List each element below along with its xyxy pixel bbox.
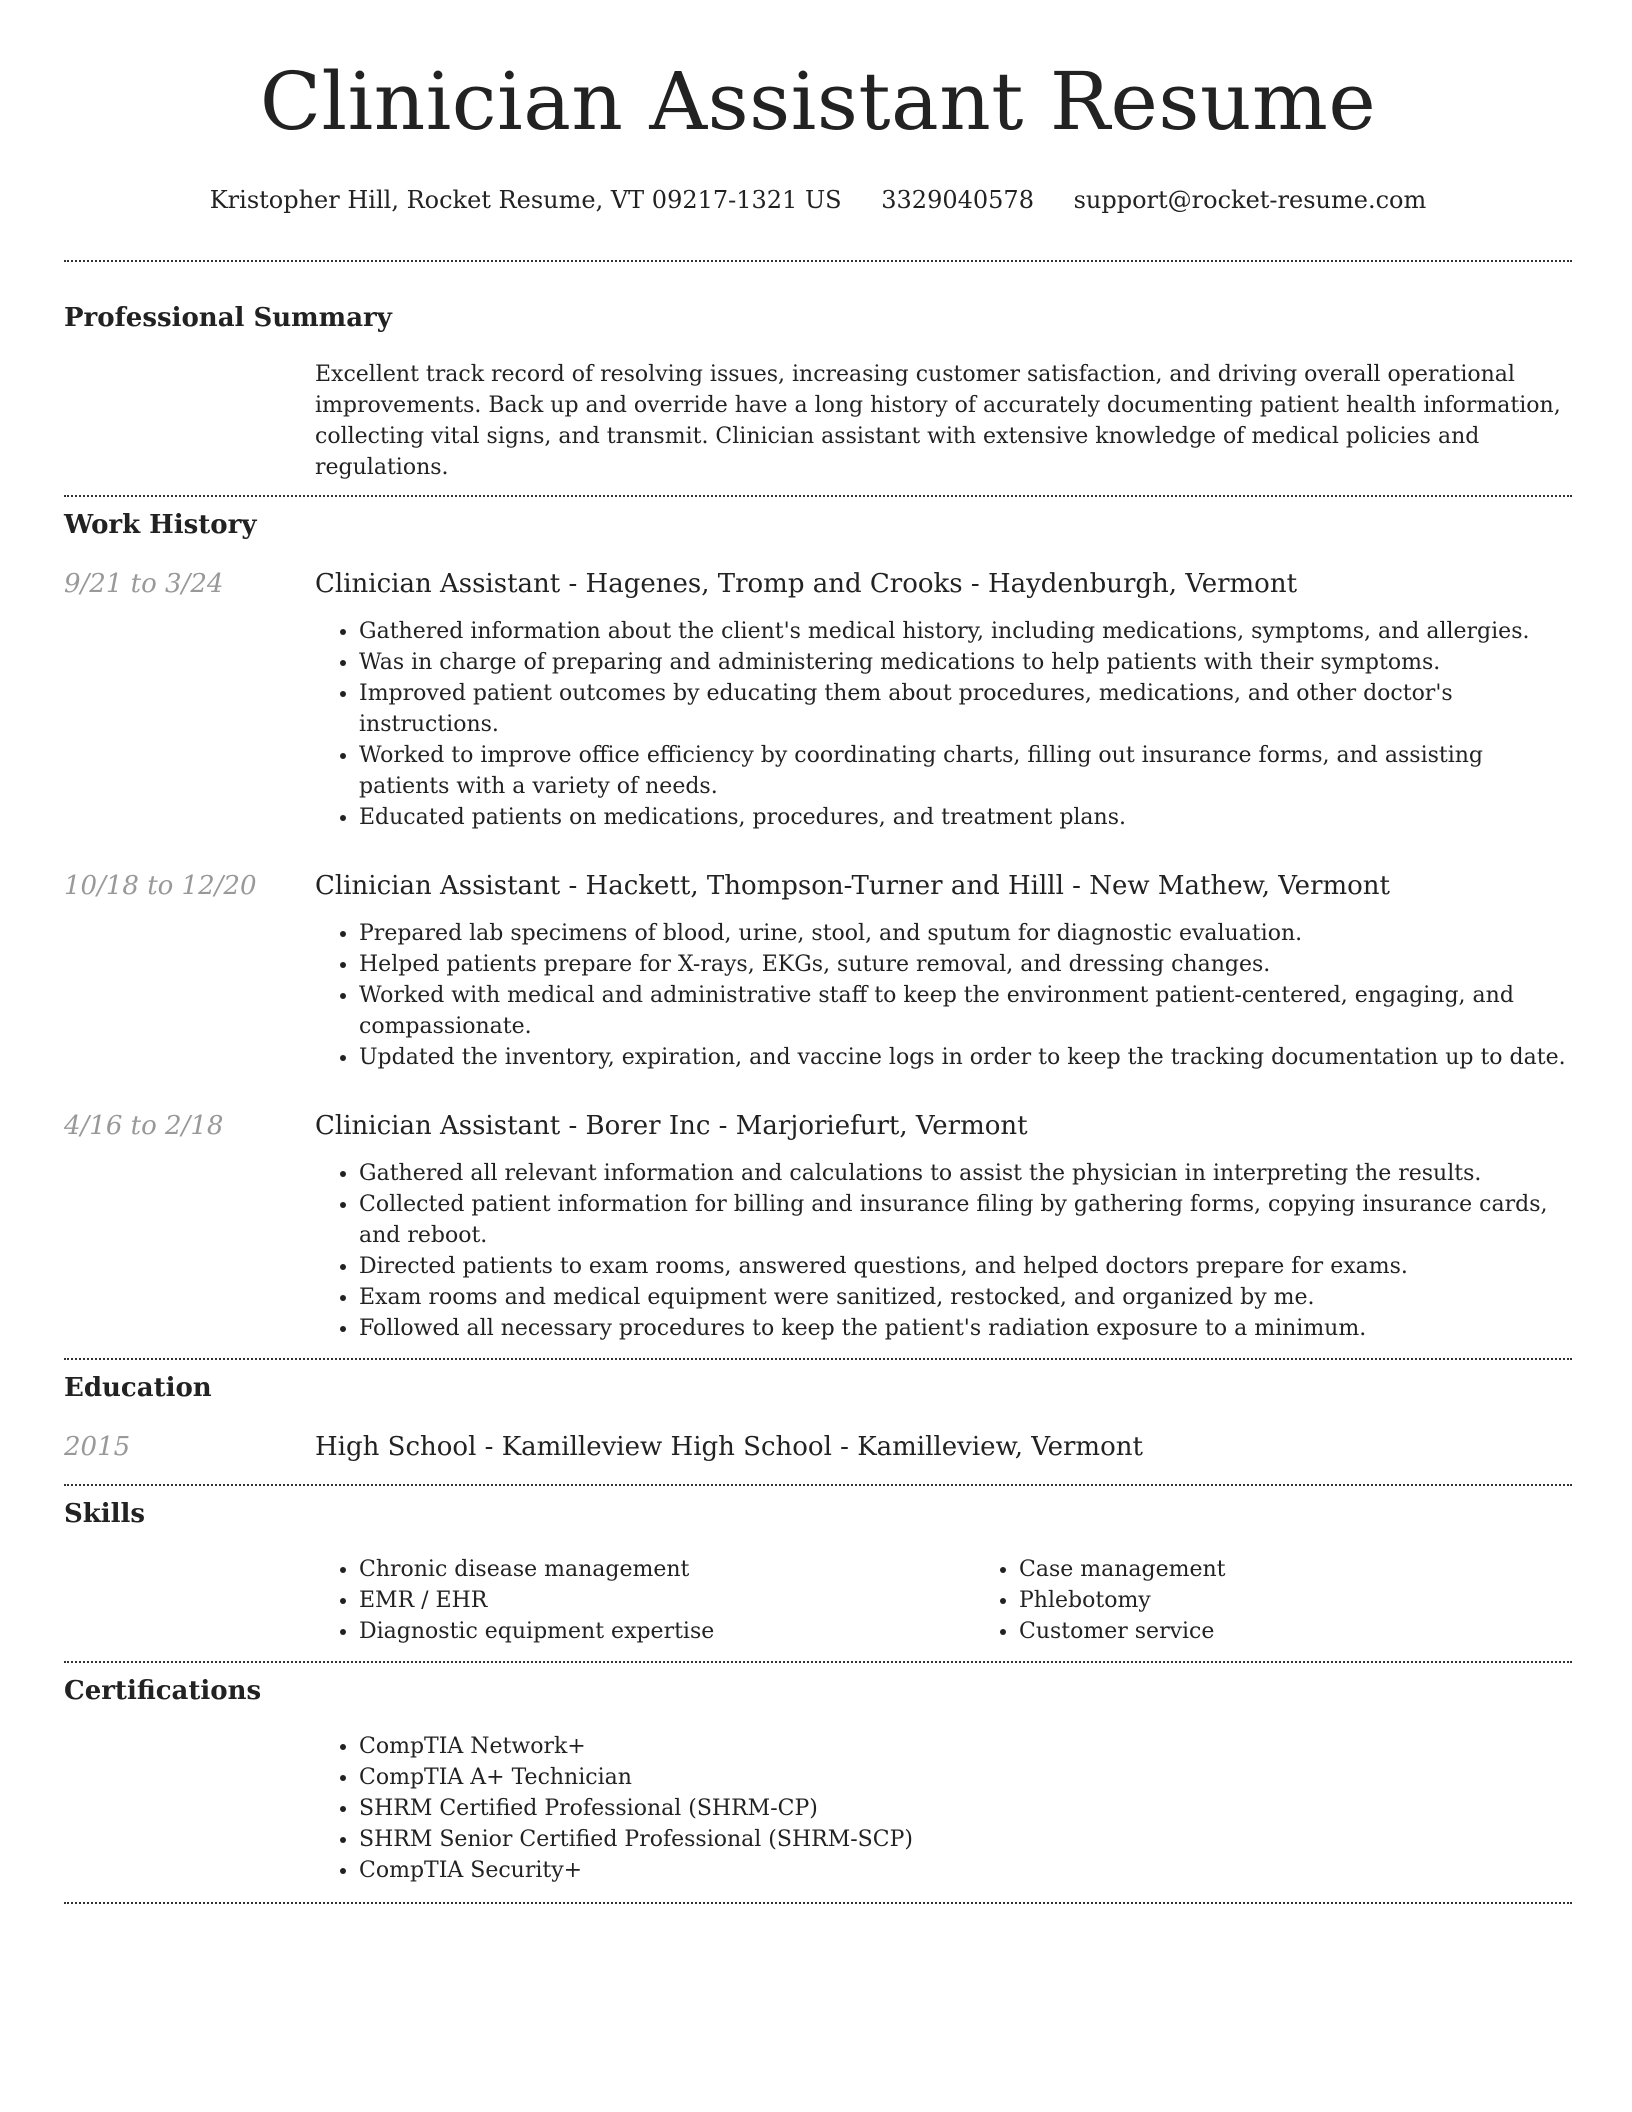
- skills-section: [64, 1486, 1572, 1647]
- contact-phone: 3329040578: [881, 186, 1034, 214]
- list-item: • Chronic disease management: [359, 1554, 975, 1585]
- contact-address: Kristopher Hill, Rocket Resume, VT 09217-1321 US: [209, 186, 842, 214]
- certifications-heading: Certifications: [64, 1676, 262, 1706]
- education-year: 2015: [64, 1432, 131, 1462]
- skills-list-right: [975, 1554, 1632, 1647]
- page-title: Clinician Assistant Resume: [259, 55, 1377, 148]
- job-dates: 10/18 to 12/20: [64, 871, 257, 901]
- list-item: • Worked to improve office efficiency by coordinating charts, filling out insurance forms, and assisting patients with a variety of needs.: [359, 740, 1572, 802]
- skills-heading: Skills: [64, 1499, 146, 1529]
- job-dates: 9/21 to 3/24: [64, 569, 224, 599]
- job-title: Clinician Assistant - Hagenes, Tromp and Crooks - Haydenburgh, Vermont: [315, 569, 1298, 599]
- job-entry: [64, 869, 1572, 1073]
- list-item: • SHRM Certified Professional (SHRM-CP): [359, 1793, 1572, 1824]
- list-item: • Educated patients on medications, procedures, and treatment plans.: [359, 802, 1572, 833]
- list-item: • Phlebotomy: [1019, 1585, 1632, 1616]
- list-item: • Followed all necessary procedures to keep the patient's radiation exposure to a minimum.: [359, 1313, 1572, 1344]
- list-item: • Improved patient outcomes by educating them about procedures, medications, and other doctor's instructions.: [359, 678, 1572, 740]
- list-item: • Collected patient information for billing and insurance filing by gathering forms, copying insurance cards, and reboot.: [359, 1189, 1572, 1251]
- job-title: Clinician Assistant - Borer Inc - Marjoriefurt, Vermont: [315, 1111, 1028, 1141]
- job-entry: [64, 567, 1572, 833]
- job-dates: 4/16 to 2/18: [64, 1111, 224, 1141]
- job-bullets: [315, 616, 1572, 833]
- list-item: • Gathered all relevant information and calculations to assist the physician in interpreting the results.: [359, 1158, 1572, 1189]
- education-entry: High School - Kamilleview High School - Kamilleview, Vermont: [315, 1432, 1143, 1462]
- job-entry: [64, 1109, 1572, 1344]
- summary-section: [64, 262, 1572, 483]
- list-item: • Customer service: [1019, 1616, 1632, 1647]
- list-item: • CompTIA Security+: [359, 1855, 1572, 1886]
- contact-line: [64, 184, 1572, 216]
- list-item: • CompTIA Network+: [359, 1731, 1572, 1762]
- list-item: • Directed patients to exam rooms, answered questions, and helped doctors prepare for exams.: [359, 1251, 1572, 1282]
- list-item: • CompTIA A+ Technician: [359, 1762, 1572, 1793]
- certifications-section: [64, 1663, 1572, 1886]
- job-title: Clinician Assistant - Hackett, Thompson-Turner and Hilll - New Mathew, Vermont: [315, 871, 1391, 901]
- work-section: [64, 497, 1572, 1344]
- list-item: • Helped patients prepare for X-rays, EKGs, suture removal, and dressing changes.: [359, 949, 1572, 980]
- certifications-list: [315, 1731, 1572, 1886]
- list-item: • EMR / EHR: [359, 1585, 975, 1616]
- list-item: • SHRM Senior Certified Professional (SHRM-SCP): [359, 1824, 1572, 1855]
- list-item: • Prepared lab specimens of blood, urine, stool, and sputum for diagnostic evaluation.: [359, 918, 1572, 949]
- divider: [64, 1902, 1572, 1904]
- list-item: • Gathered information about the client's medical history, including medications, symptoms, and allergies.: [359, 616, 1572, 647]
- job-bullets: [315, 918, 1572, 1073]
- resume-page: [64, 0, 1572, 1904]
- job-bullets: [315, 1158, 1572, 1344]
- list-item: • Exam rooms and medical equipment were sanitized, restocked, and organized by me.: [359, 1282, 1572, 1313]
- list-item: • Worked with medical and administrative staff to keep the environment patient-centered, engaging, and compassionate.: [359, 980, 1572, 1042]
- list-item: • Diagnostic equipment expertise: [359, 1616, 975, 1647]
- list-item: • Was in charge of preparing and administering medications to help patients with their symptoms.: [359, 647, 1572, 678]
- education-heading: Education: [64, 1373, 212, 1403]
- education-section: [64, 1360, 1572, 1464]
- list-item: • Updated the inventory, expiration, and vaccine logs in order to keep the tracking documentation up to date.: [359, 1042, 1572, 1073]
- summary-text: Excellent track record of resolving issues, increasing customer satisfaction, and driving overall operational improvements. Back up and override have a long history of accurately documenting patient health information, collecting vital signs, and transmit. Clinician assistant with extensive knowledge of medical policies and regulations.: [315, 362, 1561, 480]
- work-heading: Work History: [64, 510, 257, 540]
- skills-list-left: [315, 1554, 975, 1647]
- summary-heading: Professional Summary: [64, 303, 392, 333]
- list-item: • Case management: [1019, 1554, 1632, 1585]
- contact-email: support@rocket-resume.com: [1073, 186, 1427, 214]
